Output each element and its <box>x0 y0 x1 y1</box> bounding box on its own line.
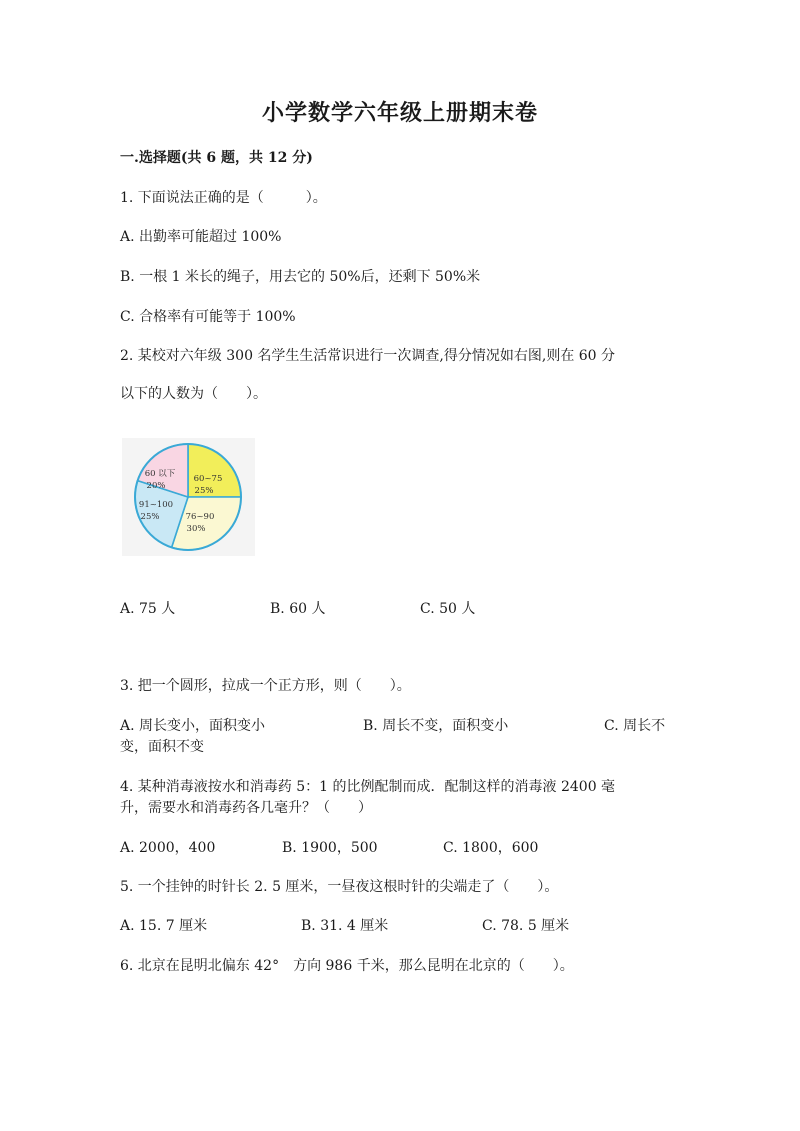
question-5-option-a: A. 15. 7 厘米 <box>120 918 208 934</box>
question-2-option-c: C. 50 人 <box>420 601 476 617</box>
pie-chart <box>122 438 255 556</box>
pie-slice-percent-label: 25% <box>194 486 214 496</box>
pie-slice-range-label: 76~90 <box>185 512 215 522</box>
question-5-option-c: C. 78. 5 厘米 <box>482 918 570 934</box>
question-5-option-b: B. 31. 4 厘米 <box>301 918 389 934</box>
question-6-stem: 6. 北京在昆明北偏东 42° 方向 986 千米，那么昆明在北京的（ ）。 <box>120 958 574 974</box>
question-4-option-a: A. 2000，400 <box>120 840 216 856</box>
question-5-stem: 5. 一个挂钟的时针长 2. 5 厘米，一昼夜这根时针的尖端走了（ ）。 <box>120 879 559 895</box>
question-3-option-c-line1: C. 周长不 <box>604 718 666 734</box>
question-3-option-c-line2: 变，面积不变 <box>120 739 204 755</box>
question-4-stem-line1: 4. 某种消毒液按水和消毒药 5：1 的比例配制而成．配制这样的消毒液 2400 毫 <box>120 779 616 795</box>
question-2-stem-line2: 以下的人数为（ ）。 <box>120 386 267 402</box>
question-3-option-b: B. 周长不变，面积变小 <box>363 718 509 734</box>
question-4-stem-line2: 升，需要水和消毒药各几毫升？（ ） <box>120 800 372 816</box>
pie-slice-percent-label: 20% <box>146 481 166 491</box>
question-1-option-c: C. 合格率有可能等于 100% <box>120 309 296 325</box>
pie-slice-range-label: 60 以下 <box>144 469 176 479</box>
question-2-option-b: B. 60 人 <box>270 601 326 617</box>
pie-chart-svg <box>122 438 255 556</box>
question-2-stem-line1: 2. 某校对六年级 300 名学生生活常识进行一次调查,得分情况如右图,则在 60 分 <box>120 348 616 364</box>
page-title: 小学数学六年级上册期末卷 <box>261 100 538 126</box>
pie-slice-percent-label: 25% <box>140 512 160 522</box>
pie-slice-percent-label: 30% <box>186 524 206 534</box>
question-4-option-c: C. 1800，600 <box>443 840 539 856</box>
question-1-option-b: B. 一根 1 米长的绳子，用去它的 50%后，还剩下 50%米 <box>120 269 481 285</box>
question-1-option-a: A. 出勤率可能超过 100% <box>120 229 282 245</box>
question-1-stem: 1. 下面说法正确的是（ ）。 <box>120 190 327 206</box>
question-4-option-b: B. 1900，500 <box>282 840 378 856</box>
question-3-option-a: A. 周长变小，面积变小 <box>120 718 266 734</box>
question-3-stem: 3. 把一个圆形，拉成一个正方形，则（ ）。 <box>120 678 411 694</box>
question-2-option-a: A. 75 人 <box>120 601 176 617</box>
section-heading: 一.选择题(共 6 题，共 12 分) <box>120 150 313 166</box>
pie-slice-range-label: 91~100 <box>138 500 174 510</box>
pie-slice-range-label: 60~75 <box>193 474 223 484</box>
